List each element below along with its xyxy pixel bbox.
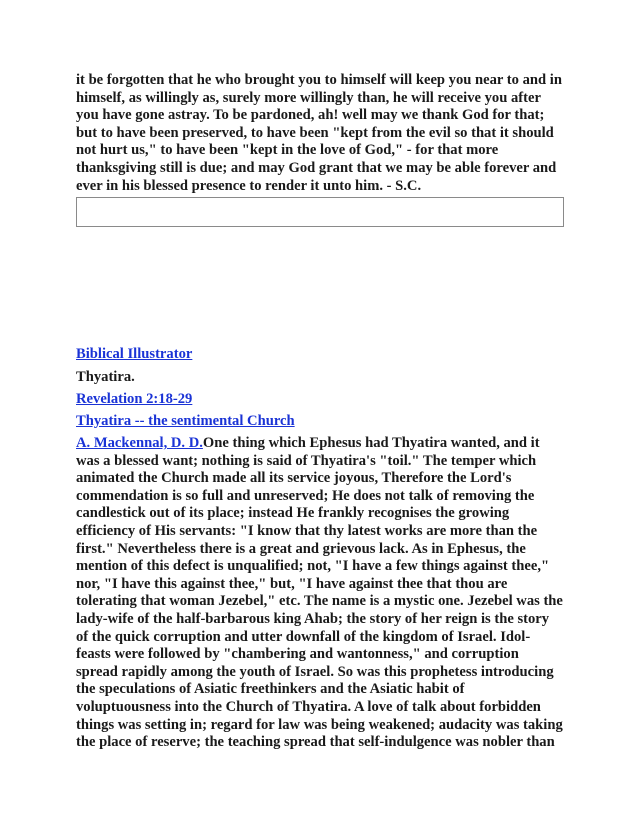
- source-line: [76, 346, 192, 364]
- paragraph-line: the speculations of Asiatic freethinkers and the Asiatic habit of: [76, 681, 465, 698]
- biblical-illustrator-link[interactable]: Biblical Illustrator: [76, 346, 193, 362]
- paragraph-line: ever in his blessed presence to render it unto him. - S.C.: [76, 177, 422, 194]
- paragraph-line: animated the Church made all its service joyous, Therefore the Lord's: [76, 470, 512, 487]
- paragraph-line: feasts were followed by "chambering and wantonness," and corruption: [76, 646, 519, 663]
- paragraph-line: tolerating that woman Jezebel," etc. The name is a mystic one. Jezebel was the: [76, 593, 563, 610]
- paragraph-line: of the quick corruption and utter downfall of the kingdom of Israel. Idol-: [76, 628, 531, 645]
- paragraph-line: the place of reserve; the teaching spread that self-indulgence was nobler than: [76, 734, 555, 751]
- topic-heading: Thyatira.: [76, 369, 135, 385]
- paragraph-line: lady-wife of the half-barbarous king Ahab; the story of her reign is the story: [76, 610, 550, 627]
- author-link[interactable]: A. Mackennal, D. D.: [76, 435, 203, 451]
- empty-frame-box: [76, 197, 564, 227]
- paragraph-line: efficiency of His servants: "I know that thy latest works are more than the: [76, 522, 538, 539]
- paragraph-line: voluptuousness into the Church of Thyatira. A love of talk about forbidden: [76, 698, 541, 715]
- paragraph-line: candlestick out of its place; instead He frankly recognises the growing: [76, 505, 510, 522]
- paragraph-first-line: [76, 435, 566, 453]
- paragraph-line: nor, "I have this against thee," but, "I have against thee that thou are: [76, 575, 508, 592]
- paragraph-line: mention of this defect is unqualified; not, "I have a few things against thee,": [76, 558, 550, 575]
- paragraph-line: you have gone astray. To be pardoned, ah! well may we thank God for that;: [76, 107, 545, 124]
- paragraph-line: but to have been preserved, to have been "kept from the evil so that it should: [76, 124, 554, 141]
- commentary-paragraph: [76, 435, 566, 752]
- paragraph-line: things was setting in; regard for law was being weakened; audacity was taking: [76, 716, 563, 733]
- paragraph-line: himself, as willingly as, surely more willingly than, he will receive you after: [76, 89, 541, 106]
- subject-line: [76, 413, 295, 431]
- paragraph-line: first." Nevertheless there is a great and grievous lack. As in Ephesus, the: [76, 540, 526, 557]
- paragraph-line: spread rapidly among the youth of Israel. So was this prophetess introducing: [76, 663, 554, 680]
- paragraph-line: commendation is so full and unreserved; He does not talk of removing the: [76, 487, 535, 504]
- paragraph-line: thanksgiving still is due; and may God grant that we may be able forever and: [76, 159, 557, 176]
- paragraph-line: it be forgotten that he who brought you to himself will keep you near to and in: [76, 72, 562, 88]
- paragraph-line-text: One thing which Ephesus had Thyatira wanted, and it: [202, 435, 540, 451]
- reference-line: [76, 391, 192, 409]
- paragraph-line: not hurt us," to have been "kept in the love of God," - for that more: [76, 142, 499, 159]
- paragraph-line: was a blessed want; nothing is said of Thyatira's "toil." The temper which: [76, 452, 537, 469]
- top-paragraph: [76, 72, 566, 195]
- subject-link[interactable]: Thyatira -- the sentimental Church: [76, 413, 295, 429]
- scripture-reference-link[interactable]: Revelation 2:18-29: [76, 391, 193, 407]
